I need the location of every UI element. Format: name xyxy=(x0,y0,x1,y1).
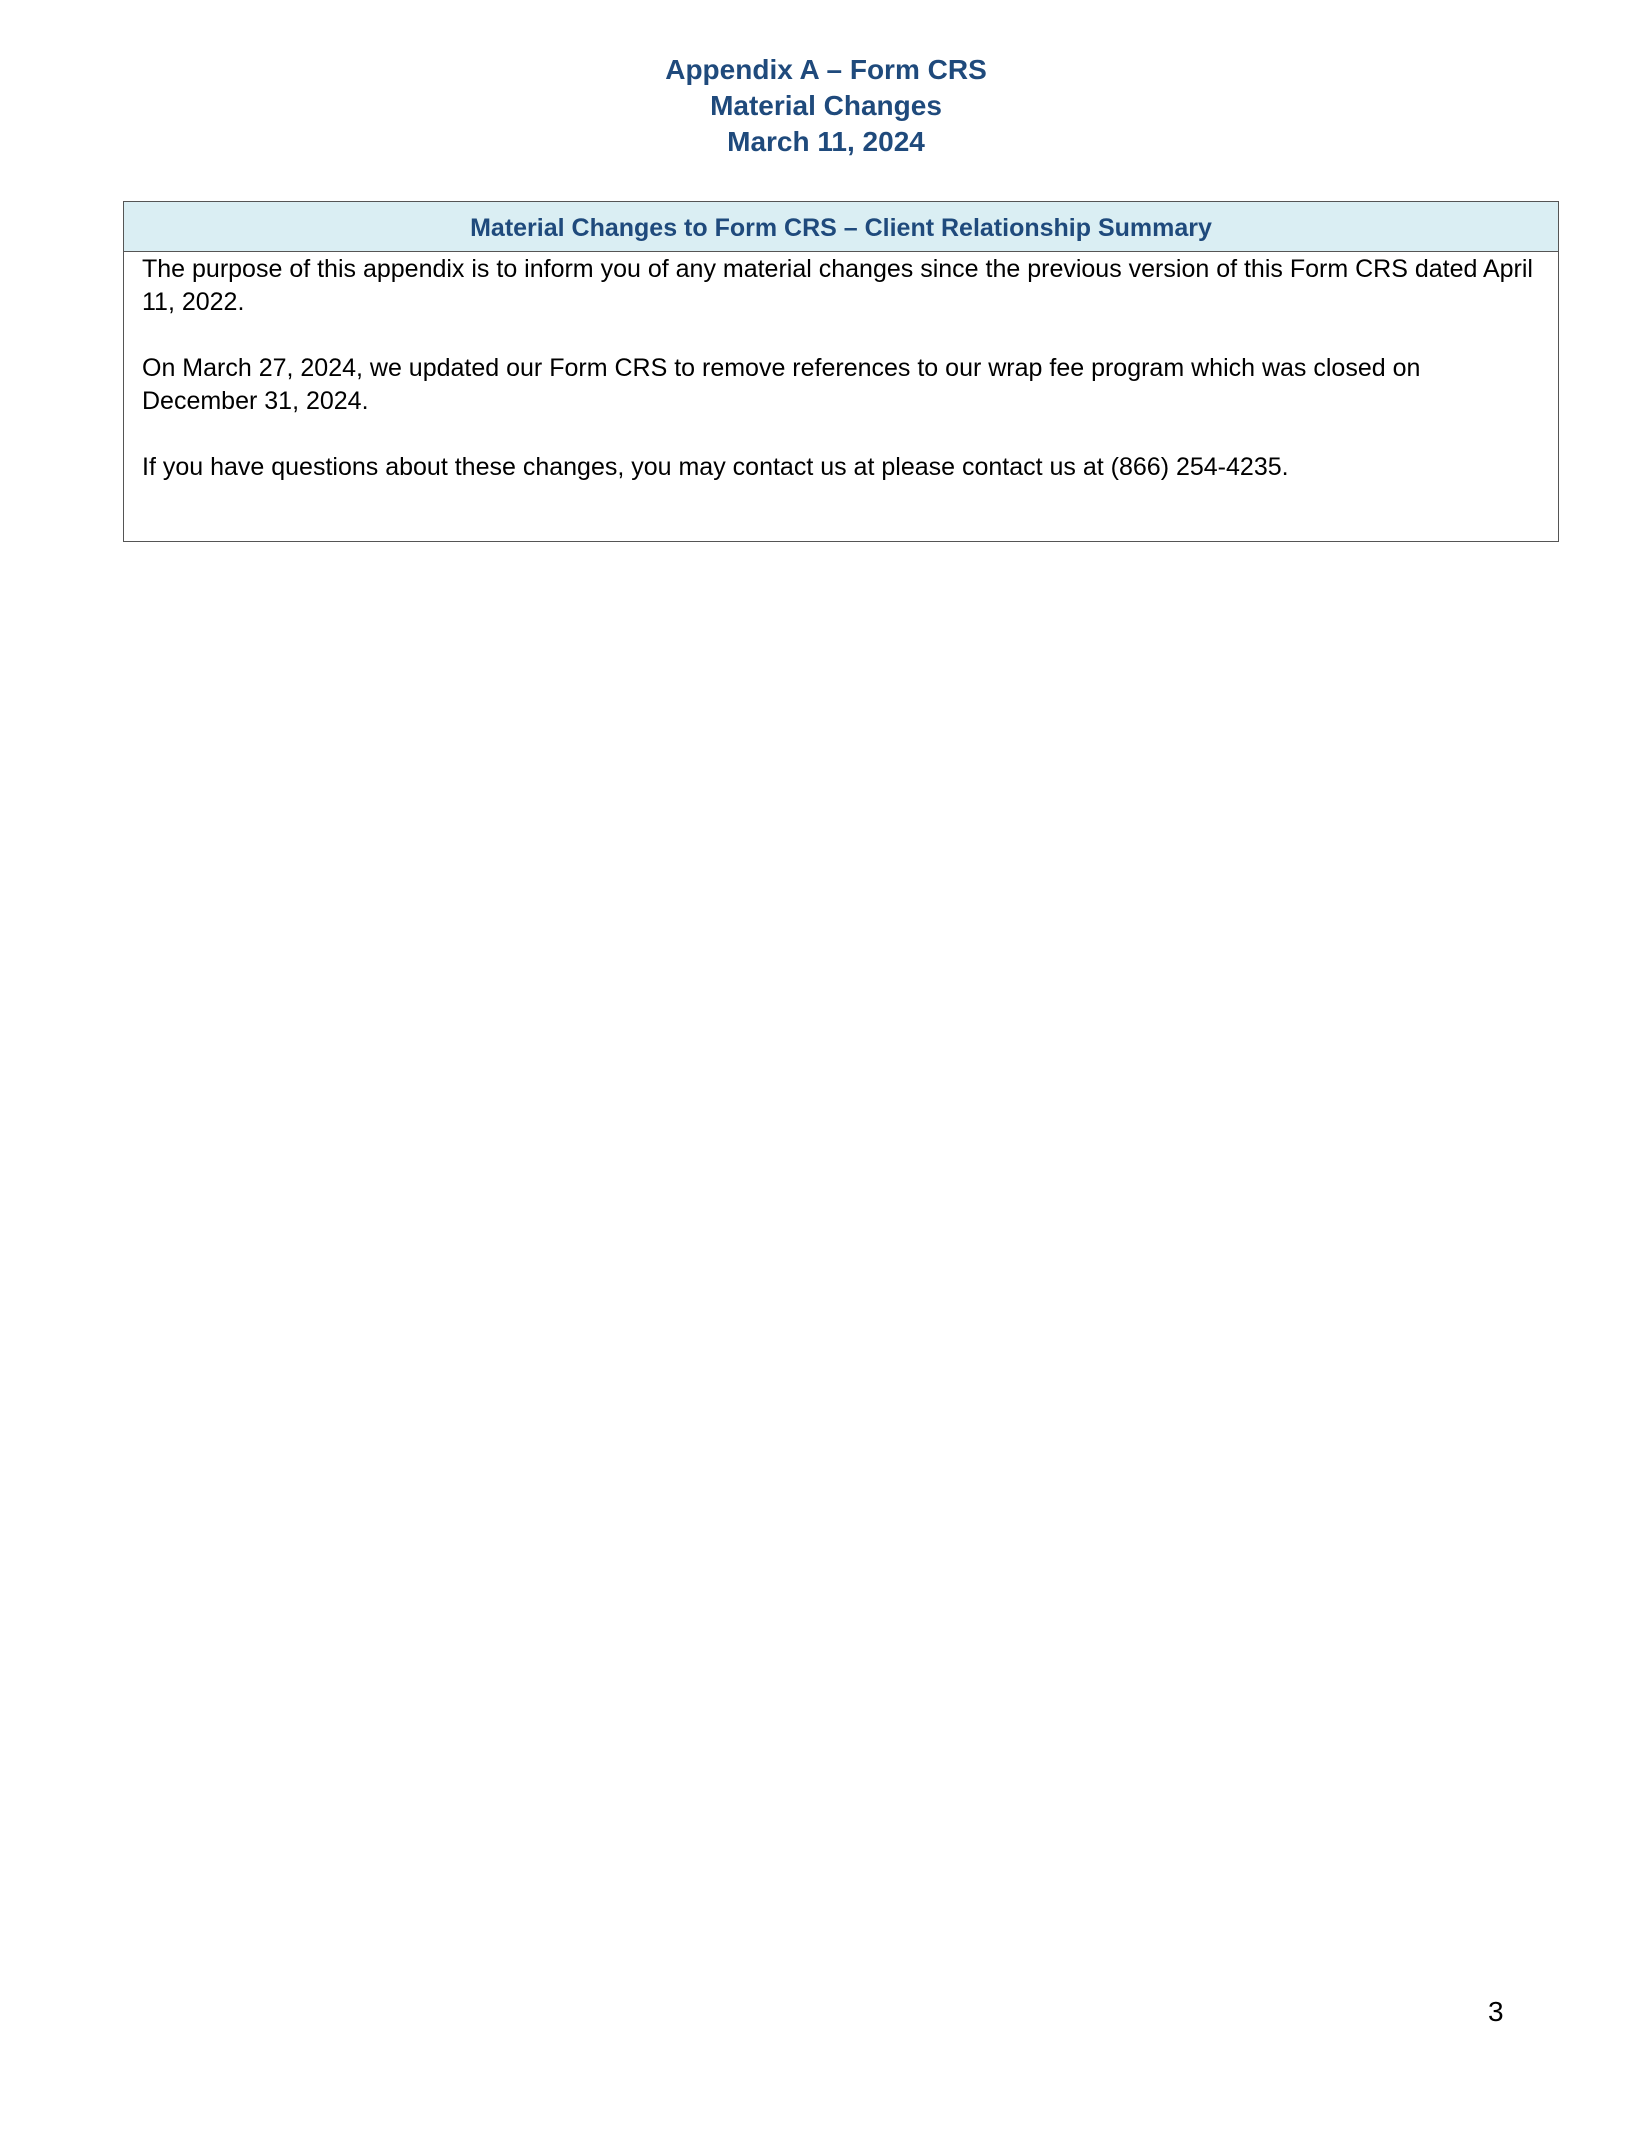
material-changes-box xyxy=(123,201,1559,542)
page-number: 3 xyxy=(1488,1996,1504,2027)
heading-date: March 11, 2024 xyxy=(727,126,925,157)
contact-paragraph: If you have questions about these changes, you may contact us at please contact us at (866) 254-4235. xyxy=(142,453,1289,481)
document-heading xyxy=(0,52,1652,160)
update-paragraph: On March 27, 2024, we updated our Form CRS to remove references to our wrap fee program which was closed on December 31, 2024. xyxy=(142,354,1421,415)
box-title: Material Changes to Form CRS – Client Relationship Summary xyxy=(124,202,1558,252)
section-subtitle: Material Changes xyxy=(710,90,942,121)
appendix-title: Appendix A – Form CRS xyxy=(665,54,987,85)
box-body xyxy=(124,252,1558,484)
purpose-paragraph: The purpose of this appendix is to inform you of any material changes since the previous version of this Form CRS dated April 11, 2022. xyxy=(142,255,1533,316)
